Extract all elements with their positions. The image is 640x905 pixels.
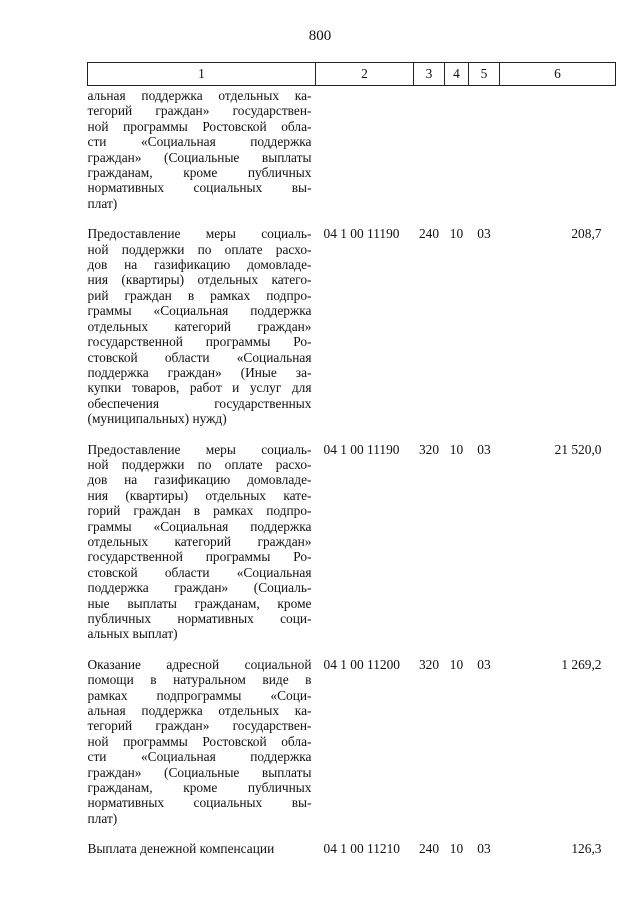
- table-row: [88, 642, 616, 826]
- description-line: альная поддержка отдельных ка-: [87, 703, 312, 719]
- description-line: граждан» (Социальные выплаты: [87, 764, 312, 780]
- description-line: помощи в натуральном виде в: [87, 672, 312, 688]
- row-target-code: 04 1 00 11190: [323, 226, 400, 242]
- page-number: 800: [308, 28, 332, 44]
- row-expense-type: 320: [418, 656, 440, 672]
- description-line: граждан» (Социальные выплаты: [87, 149, 312, 165]
- description-line: отдельных категорий граждан»: [87, 533, 312, 549]
- row-amount: 21 520,0: [554, 441, 602, 457]
- description-line: Предоставление меры социаль-: [87, 441, 312, 457]
- description-line: Оказание адресной социальной: [87, 656, 312, 672]
- description-line: поддержка граждан» (Иные за-: [87, 364, 312, 380]
- description-line: тегорий граждан» государствен-: [87, 103, 312, 119]
- description-line: ной программы Ростовской обла-: [87, 118, 312, 134]
- table-row: [88, 826, 616, 856]
- table-header-row: [88, 63, 616, 86]
- row-amount: [500, 86, 616, 212]
- description-line: дов на газификацию домовладе-: [87, 472, 312, 488]
- description-line: тегорий граждан» государствен-: [87, 718, 312, 734]
- row-description: [88, 427, 316, 642]
- row-subsection: 03: [477, 841, 491, 857]
- row-subsection: 03: [477, 226, 491, 242]
- description-line: Предоставление меры социаль-: [87, 226, 312, 242]
- table-row: [88, 427, 616, 642]
- row-target-code: [316, 86, 414, 212]
- row-description: [88, 826, 316, 856]
- row-target-code: 04 1 00 11210: [323, 841, 400, 857]
- description-line: альных выплат): [87, 626, 178, 642]
- description-line: плат): [87, 195, 118, 211]
- description-line: поддержка граждан» (Социаль-: [87, 580, 312, 596]
- row-target-code: 04 1 00 11200: [323, 656, 400, 672]
- description-line: сти «Социальная поддержка: [87, 749, 312, 765]
- row-expense-type: 320: [418, 441, 440, 457]
- description-line: отдельных категорий граждан»: [87, 318, 312, 334]
- row-description: [88, 642, 316, 826]
- row-subsection: 03: [477, 656, 491, 672]
- header-col-6: 6: [500, 63, 616, 86]
- description-line: граммы «Социальная поддержка: [87, 303, 312, 319]
- description-line: рий граждан в рамках подпро-: [87, 287, 312, 303]
- description-line: публичных нормативных соци-: [87, 611, 312, 626]
- description-line: ния (квартиры) отдельных кате-: [87, 487, 312, 503]
- row-subsection: 03: [477, 441, 491, 457]
- row-expense-type: 240: [418, 841, 440, 857]
- header-col-2: 2: [316, 63, 414, 86]
- description-line: плат): [87, 810, 118, 826]
- table-body: [88, 86, 616, 857]
- description-line: альная поддержка отдельных ка-: [87, 88, 312, 103]
- description-line: стовской области «Социальная: [87, 349, 312, 365]
- description-line: дов на газификацию домовладе-: [87, 257, 312, 273]
- row-amount: 208,7: [571, 226, 602, 242]
- header-col-4: 4: [445, 63, 469, 86]
- budget-table: [87, 62, 616, 857]
- table-row: [88, 211, 616, 426]
- row-section: [445, 86, 469, 212]
- description-line: стовской области «Социальная: [87, 564, 312, 580]
- description-line: горий граждан в рамках подпро-: [87, 503, 312, 519]
- row-section: 10: [449, 441, 464, 457]
- row-target-code: 04 1 00 11190: [323, 441, 400, 457]
- description-line: государственной программы Ро-: [87, 549, 312, 565]
- description-line: Выплата денежной компенсации: [87, 841, 275, 857]
- description-line: обеспечения государственных: [87, 395, 312, 411]
- description-line: гражданам, кроме публичных: [87, 780, 312, 796]
- header-col-3: 3: [414, 63, 445, 86]
- description-line: ной поддержки по оплате расхо-: [87, 456, 312, 472]
- header-col-1: 1: [88, 63, 316, 86]
- row-amount: 1 269,2: [561, 656, 602, 672]
- description-line: нормативных социальных вы-: [87, 795, 312, 811]
- description-line: ной поддержки по оплате расхо-: [87, 241, 312, 257]
- description-line: гражданам, кроме публичных: [87, 165, 312, 181]
- header-col-5: 5: [469, 63, 500, 86]
- description-line: купки товаров, работ и услуг для: [87, 380, 312, 396]
- row-expense-type: [414, 86, 445, 212]
- description-line: ния (квартиры) отдельных катего-: [87, 272, 312, 288]
- description-line: государственной программы Ро-: [87, 334, 312, 350]
- description-line: сти «Социальная поддержка: [87, 134, 312, 150]
- description-line: рамках подпрограммы «Соци-: [87, 687, 312, 703]
- row-amount: 126,3: [571, 841, 602, 857]
- row-expense-type: 240: [418, 226, 440, 242]
- description-line: ные выплаты гражданам, кроме: [87, 595, 312, 611]
- row-description: [88, 86, 316, 212]
- row-section: 10: [449, 656, 464, 672]
- row-section: 10: [449, 226, 464, 242]
- description-line: нормативных социальных вы-: [87, 180, 312, 196]
- description-line: ной программы Ростовской обла-: [87, 733, 312, 749]
- table-row: [88, 86, 616, 212]
- row-section: 10: [449, 841, 464, 857]
- description-line: (муниципальных) нужд): [87, 411, 227, 427]
- row-subsection: [469, 86, 500, 212]
- row-description: [88, 211, 316, 426]
- description-line: граммы «Социальная поддержка: [87, 518, 312, 534]
